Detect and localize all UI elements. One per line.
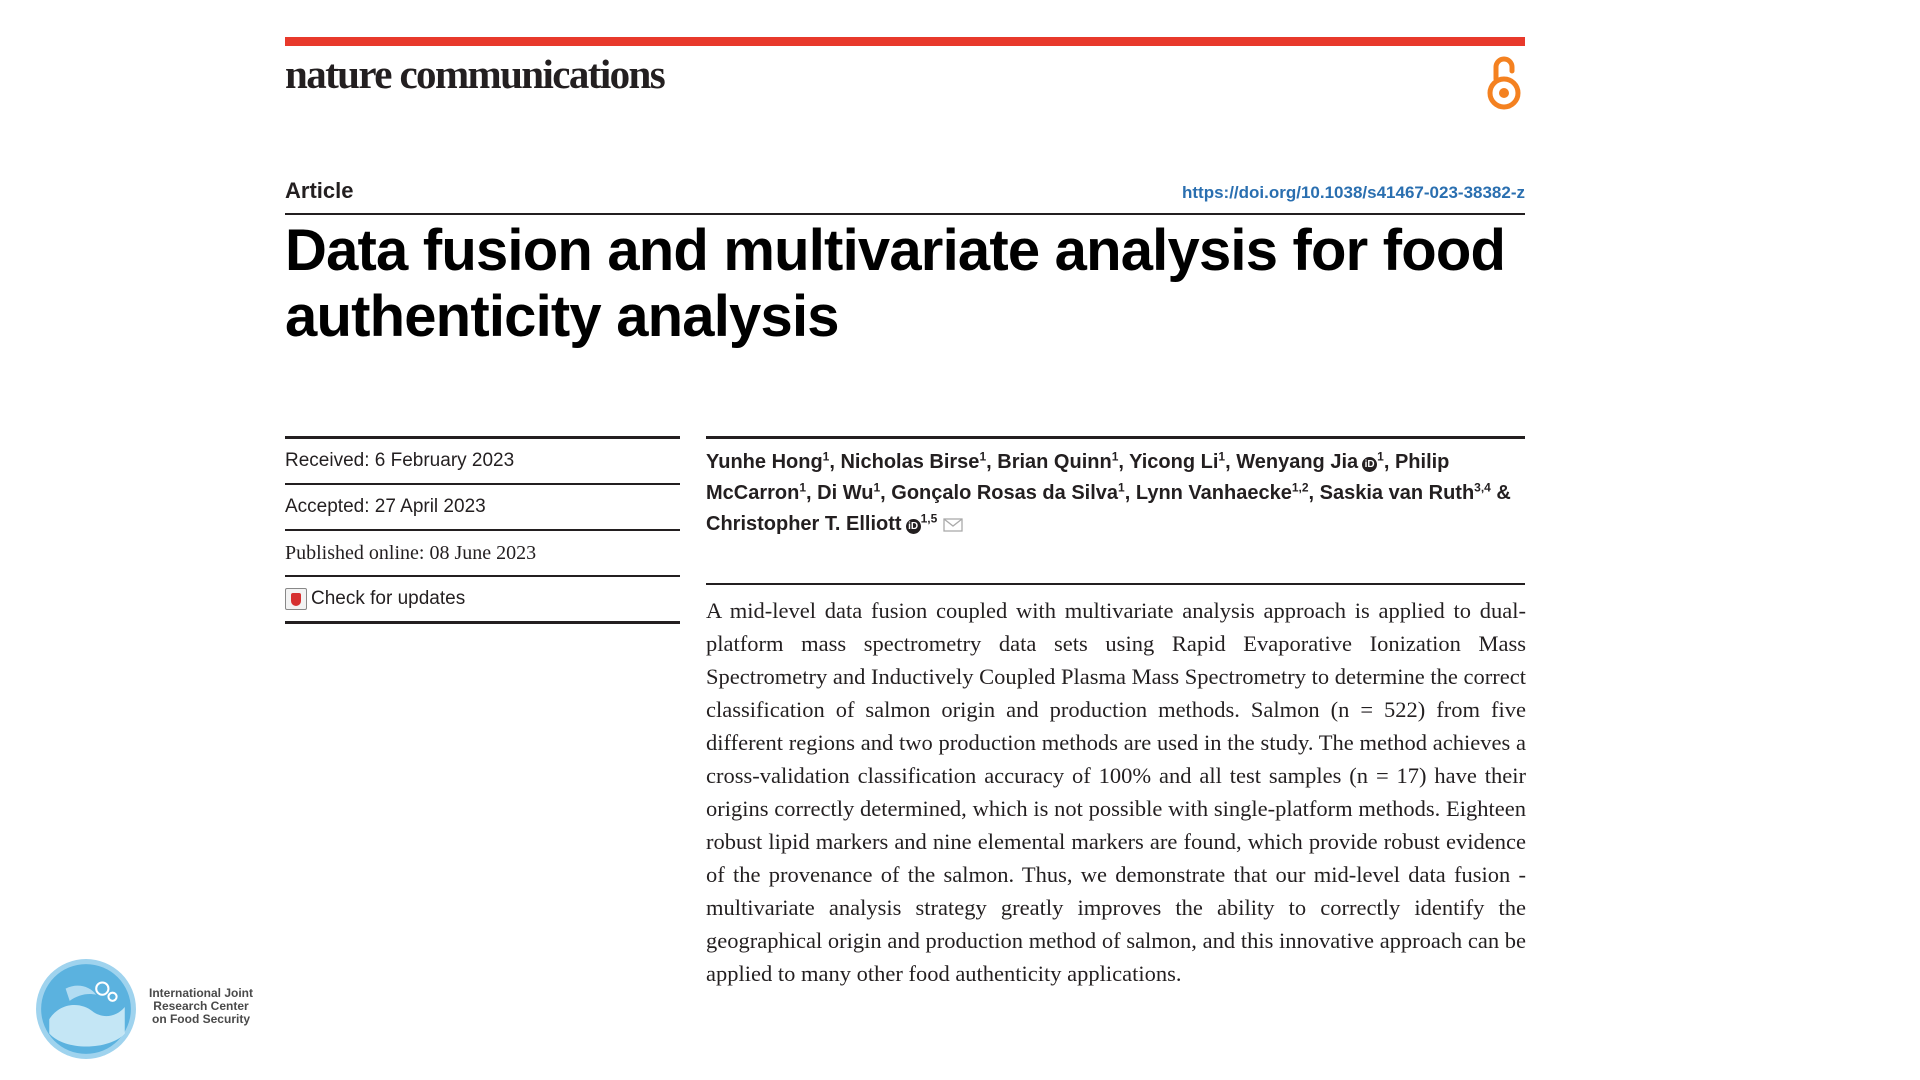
accepted-date: Accepted: 27 April 2023 xyxy=(285,485,680,531)
author-affiliation: 1 xyxy=(1218,449,1226,464)
author-affiliation: 1 xyxy=(873,480,881,495)
article-type-label: Article xyxy=(285,178,354,203)
author-affiliation: 3,4 xyxy=(1474,480,1491,495)
authors-top-rule xyxy=(706,436,1525,439)
author-affiliation: 1 xyxy=(799,480,807,495)
abstract-text: A mid-level data fusion coupled with multivariate analysis approach is applied to dual-platform mass spectrometry data sets using Rapid Evaporative Ionization Mass Spectrometry and Inductively Coupled Plasma Mass Spectrometry to determine the correct classification of salmon origin and production methods. Salmon (n = 522) from five different regions and two production methods are used in the study. The method achieves a cross-validation classification accuracy of 100% and all test samples (n = 17) have their origins correctly determined, which is not possible with single-platform methods. Eighteen robust lipid markers and nine elemental markers are found, which provide robust evidence of the provenance of the salmon. Thus, we demonstrate that our mid-level data fusion - multivariate analysis strategy greatly improves the ability to correctly identify the geographical origin and production method of salmon, and this innovative approach can be applied to many other food authenticity applications. xyxy=(706,598,1526,986)
author[interactable] xyxy=(1136,482,1309,504)
author-affiliation: 1 xyxy=(979,449,987,464)
received-date: Received: 6 February 2023 xyxy=(285,439,680,485)
orcid-icon[interactable]: iD xyxy=(1362,457,1377,472)
author-affiliation: 1 xyxy=(1377,449,1384,464)
author-name: Di Wu xyxy=(817,482,874,504)
author-name: Yicong Li xyxy=(1129,451,1219,473)
author-name: Yunhe Hong xyxy=(706,451,823,473)
author-affiliation: 1 xyxy=(822,449,830,464)
author-affiliation: 1 xyxy=(1118,480,1125,495)
header-divider xyxy=(285,213,1525,215)
journal-name: nature communications xyxy=(285,51,665,97)
author-affiliation: 1,2 xyxy=(1291,480,1309,495)
author-name: Saskia van Ruth xyxy=(1319,482,1475,504)
author[interactable] xyxy=(997,451,1118,473)
published-date: Published online: 08 June 2023 xyxy=(285,531,680,577)
institute-name-line2: Research Center xyxy=(153,999,249,1013)
author[interactable] xyxy=(891,482,1124,504)
email-icon[interactable] xyxy=(943,518,963,532)
institute-name-line1: International Joint xyxy=(148,986,253,1000)
check-for-updates-button[interactable] xyxy=(285,577,680,624)
author[interactable] xyxy=(706,451,829,473)
check-updates-label: Check for updates xyxy=(311,588,466,609)
author-list: Yunhe Hong$^1$, Nicholas Birse$^1$, Brian Quinn$^1$, Yicong Li$^1$, Wenyang Jia $iD^1$, Philip McCarron$^1$, Di Wu$^1$, Gonçalo Rosas da Silva$^1$, Lynn Vanhaecke$^{1,2}$, Saskia van Ruth$^{3,4}$ & Christopher T. Elliott iD$^{1,5}$ xyxy=(706,449,1511,535)
author[interactable] xyxy=(1236,451,1384,473)
publication-dates xyxy=(285,436,680,624)
author[interactable] xyxy=(817,482,880,504)
author-name: Philip McCarron xyxy=(706,451,1450,504)
open-access-lock-icon[interactable] xyxy=(1484,53,1524,113)
author-name: Wenyang Jia xyxy=(1236,451,1359,473)
author-name: Nicholas Birse xyxy=(840,451,980,473)
author-name: Lynn Vanhaecke xyxy=(1135,482,1292,504)
article-title: Data fusion and multivariate analysis for food authenticity analysis xyxy=(285,218,1506,349)
author-name: Gonçalo Rosas da Silva xyxy=(891,482,1119,504)
author[interactable] xyxy=(840,451,986,473)
author-affiliation: 1 xyxy=(1111,449,1119,464)
journal-accent-bar xyxy=(285,37,1525,46)
check-updates-icon xyxy=(285,588,307,610)
doi-link[interactable]: https://doi.org/10.1038/s41467-023-38382-z xyxy=(1182,183,1525,202)
author-affiliation: 1,5 xyxy=(920,511,938,526)
author-name: Brian Quinn xyxy=(997,451,1112,473)
institute-globe-logo xyxy=(35,958,137,1060)
orcid-icon[interactable]: iD xyxy=(906,519,921,534)
author-name: Christopher T. Elliott xyxy=(706,513,902,535)
author[interactable] xyxy=(1320,482,1491,504)
author[interactable] xyxy=(1129,451,1225,473)
abstract-top-rule xyxy=(706,583,1525,585)
institute-name-line3: on Food Security xyxy=(151,1012,250,1026)
institute-name xyxy=(141,987,261,1026)
author[interactable] xyxy=(706,513,963,535)
